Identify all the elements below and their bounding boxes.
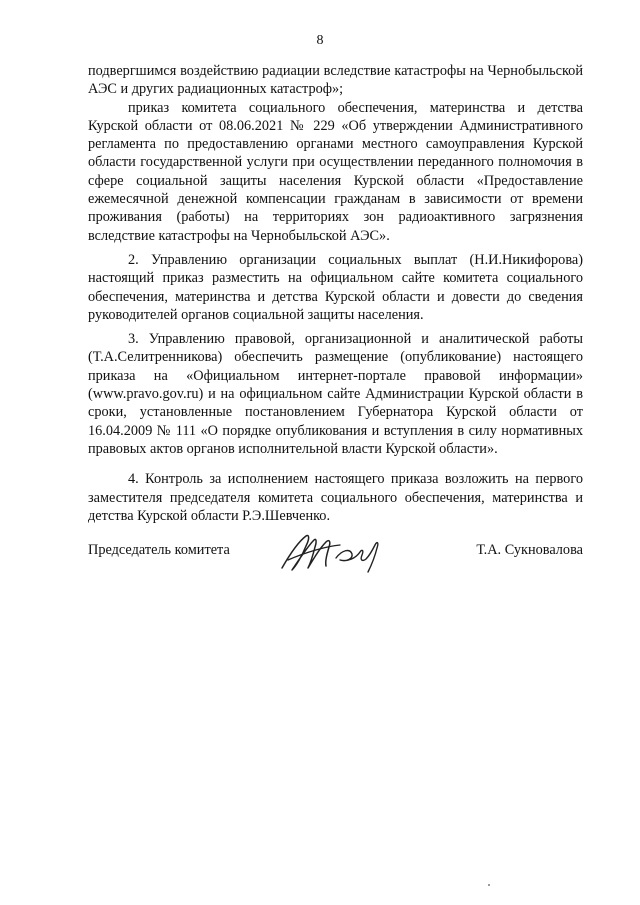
scan-speck (488, 884, 490, 886)
handwritten-signature (276, 528, 396, 578)
document-body (88, 62, 583, 525)
page-number: 8 (316, 33, 324, 48)
paragraph-item-4: 4. Контроль за исполнением настоящего приказа возложить на первого заместителя председателя комитета социального обеспечения, материнства и детства Курской области Р.Э.Шевченко. (88, 471, 583, 524)
signatory-name: Т.А. Сукновалова (476, 542, 583, 558)
paragraph-item-2: 2. Управлению организации социальных выплат (Н.И.Никифорова) настоящий приказ разместить на официальном сайте комитета социального обеспечения, материнства и детства Курской области и довести до сведения руководителей органов социальной защиты населения. (88, 251, 583, 323)
paragraph-item-3: 3. Управлению правовой, организационной и аналитической работы (Т.А.Селитренникова) обеспечить размещение (опубликование) настоящего приказа на «Официальном интернет-портале правовой информации» (www.pravo.gov.ru) и на официальном сайте Администрации Курской области в сроки, установленные постановлением Губернатора Курской области от 16.04.2009 № 111 «О порядке опубликования и вступления в силу нормативных правовых актов органов исполнительной власти Курской области». (88, 331, 583, 457)
signature-block (88, 540, 583, 590)
signatory-title: Председатель комитета (88, 542, 230, 558)
paragraph-continuation: подвергшимся воздействию радиации вследствие катастрофы на Чернобыльской АЭС и других радиационных катастроф»; (88, 63, 583, 98)
paragraph-order-reference: приказ комитета социального обеспечения, материнства и детства Курской области от 08.06.2021 № 229 «Об утверждении Административного регламента по предоставлению органами местного самоуправления Курской области государственной услуги при осуществлении переданного полномочия в сфере социальной защиты населения Курской области «Предоставление ежемесячной денежной компенсации гражданам в зависимости от времени проживания (работы) на территориях зон радиоактивного загрязнения вследствие катастрофы на Чернобыльской АЭС». (88, 99, 583, 244)
